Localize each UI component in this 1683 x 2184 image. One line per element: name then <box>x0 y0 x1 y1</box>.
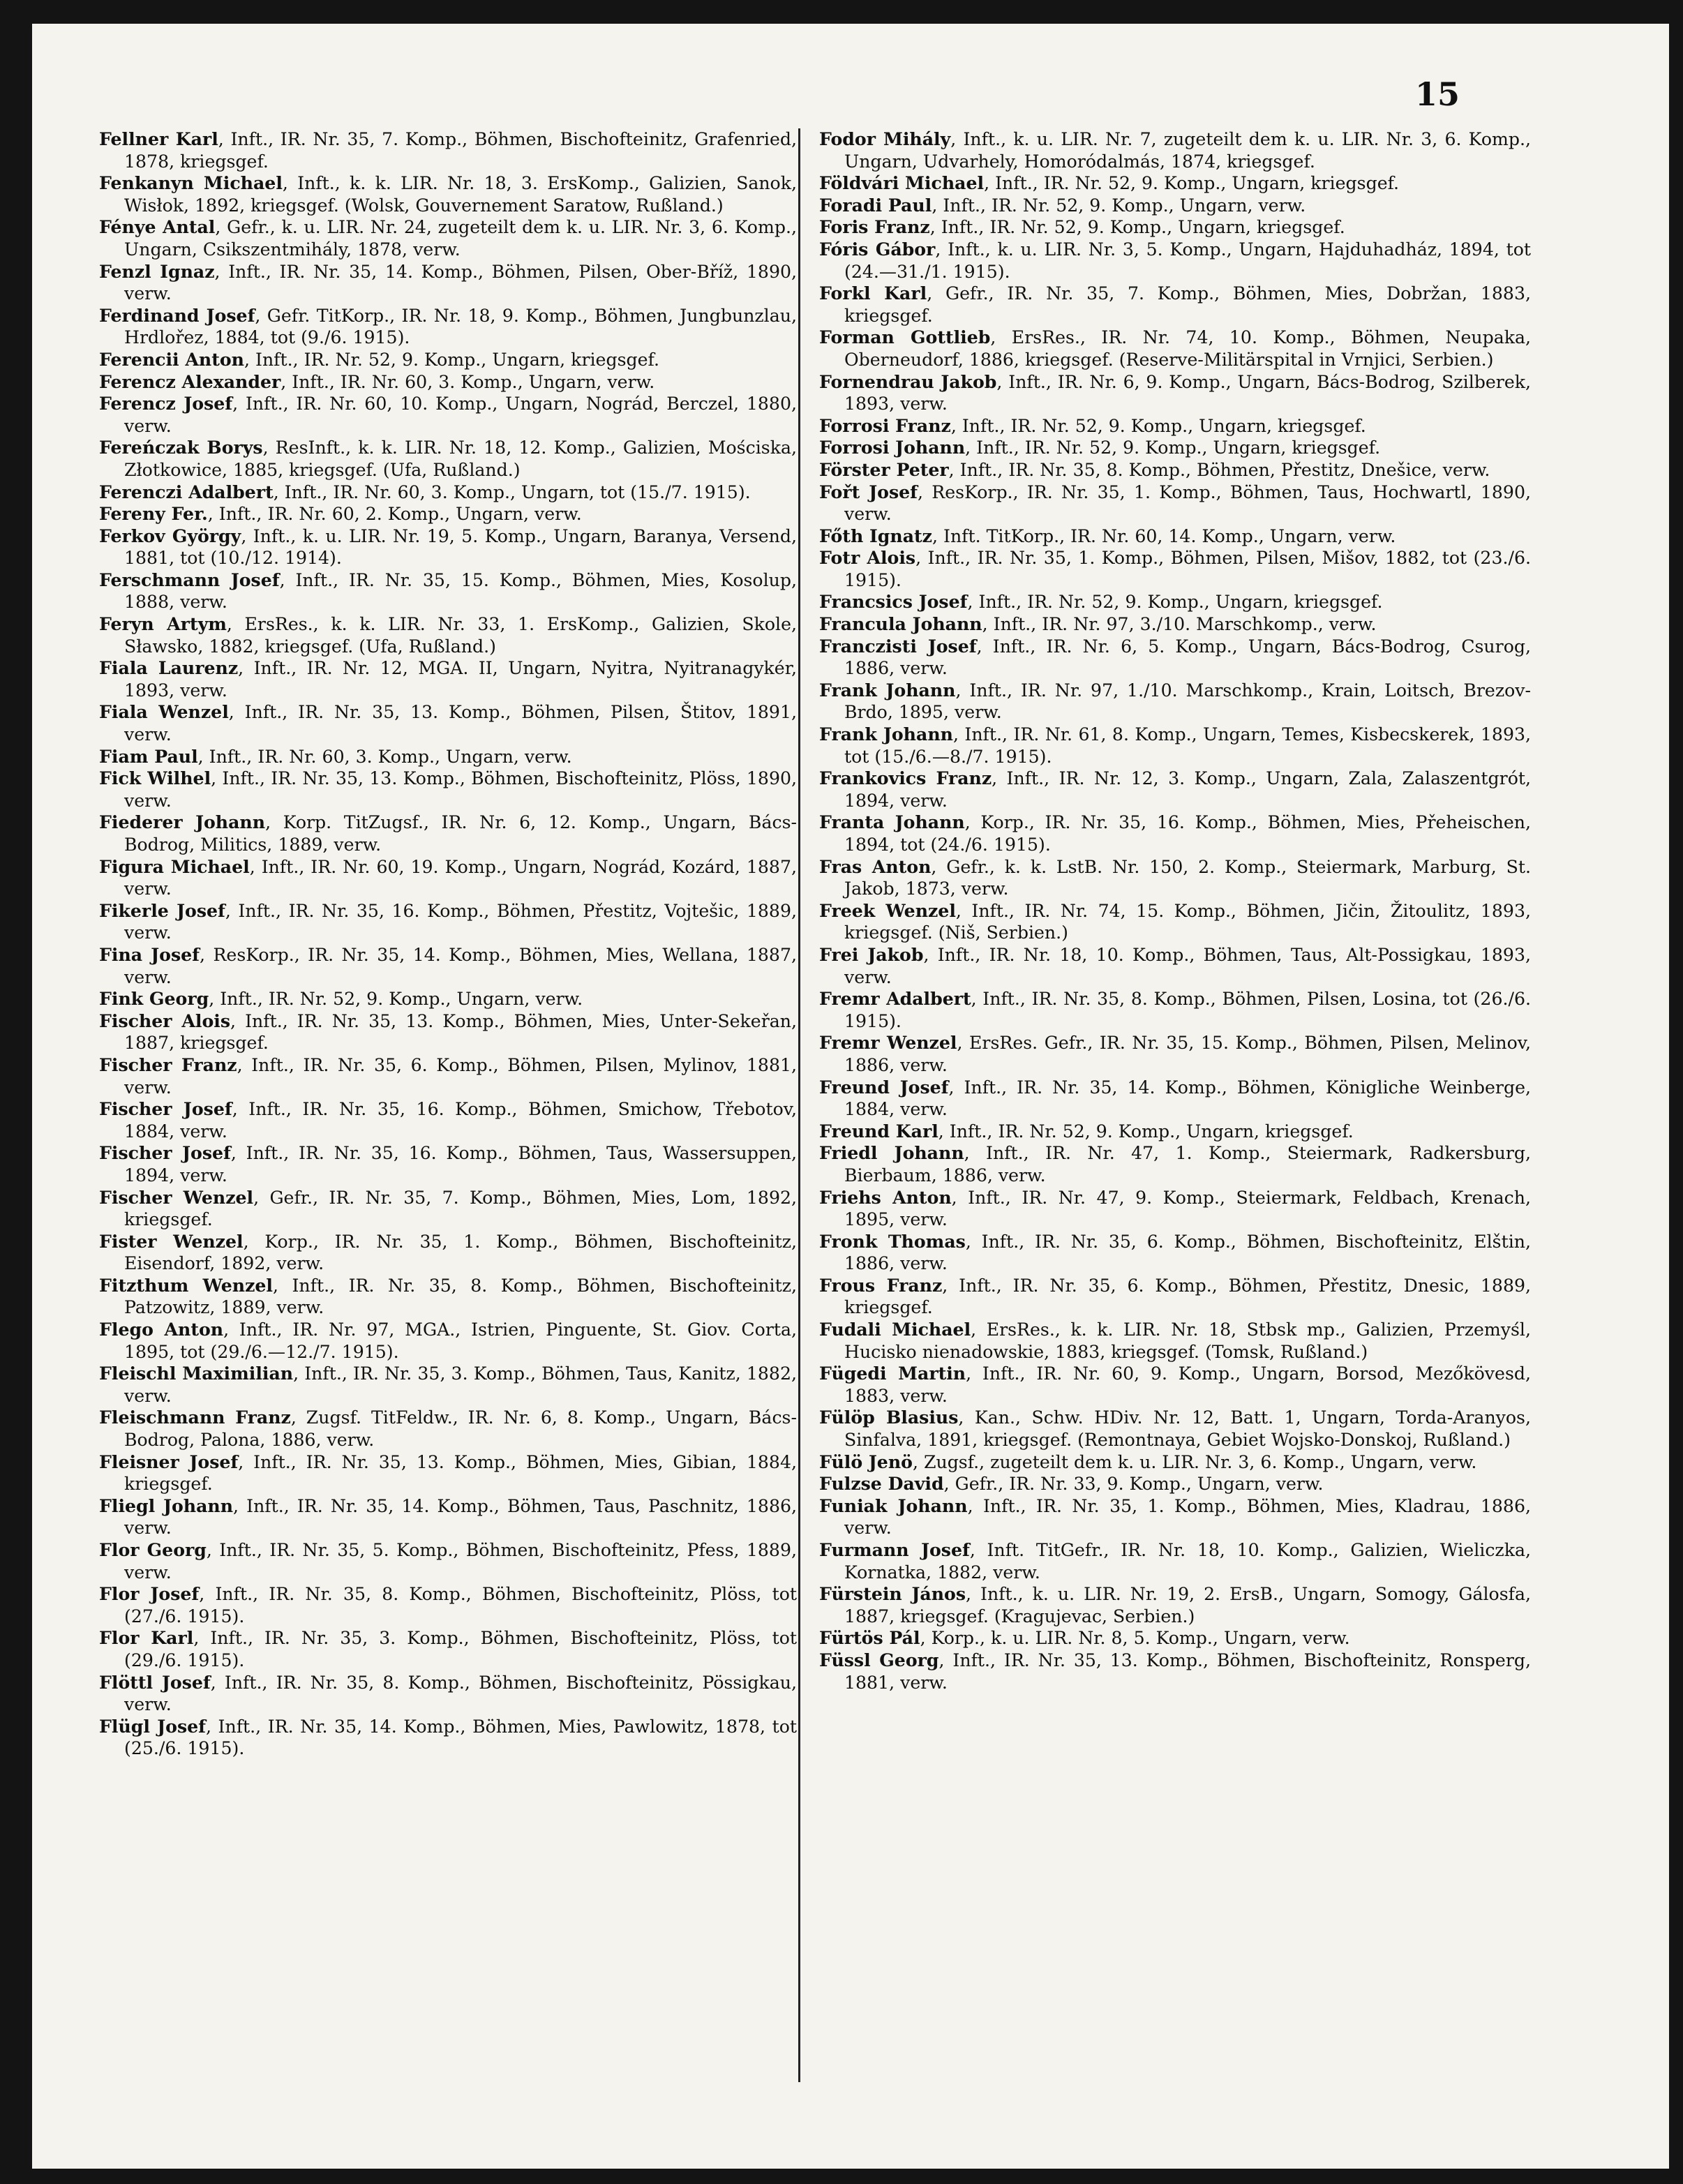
entry-name: Fořt Josef <box>819 481 918 502</box>
entry-name: Flor Karl <box>99 1627 194 1649</box>
register-entry <box>819 437 1531 459</box>
entry-name: Fischer Josef <box>99 1098 232 1120</box>
register-entry <box>819 1407 1531 1451</box>
entry-details: , Inft., IR. Nr. 52, 9. Komp., Ungarn, kriegsgef. <box>950 415 1366 436</box>
register-entry <box>99 1098 797 1142</box>
entry-name: Fras Anton <box>819 855 932 877</box>
register-entry <box>819 900 1531 944</box>
entry-details: , Inft., IR. Nr. 35, 14. Komp., Böhmen, Pilsen, Ober-Bříž, 1890, verw. <box>124 261 797 304</box>
entry-details: , Inft. TitKorp., IR. Nr. 60, 14. Komp., Ungarn, verw. <box>932 525 1396 546</box>
entry-name: Fischer Wenzel <box>99 1186 254 1208</box>
entry-name: Ferenczi Adalbert <box>99 481 274 502</box>
entry-details: , Zugsf. TitFeldw., IR. Nr. 6, 8. Komp., Ungarn, Bács-Bodrog, Palona, 1886, verw. <box>124 1407 797 1451</box>
register-entry <box>819 1142 1531 1186</box>
entry-details: , Inft., IR. Nr. 52, 9. Komp., Ungarn, kriegsgef. <box>967 592 1383 613</box>
entry-name: Furmann Josef <box>819 1539 970 1560</box>
entry-details: , Inft., IR. Nr. 35, 6. Komp., Böhmen, Bischofteinitz, Elštin, 1886, verw. <box>844 1231 1531 1274</box>
entry-details: , ResKorp., IR. Nr. 35, 1. Komp., Böhmen, Taus, Hochwartl, 1890, verw. <box>844 481 1531 525</box>
register-entry <box>819 525 1531 548</box>
entry-name: Fiam Paul <box>99 745 198 767</box>
register-entry <box>819 724 1531 768</box>
entry-name: Friehs Anton <box>819 1186 952 1208</box>
register-entry <box>99 1539 797 1583</box>
entry-name: Förster Peter <box>819 458 949 480</box>
register-entry <box>819 283 1531 327</box>
entry-name: Fremr Adalbert <box>819 988 971 1010</box>
entry-details: , Inft., IR. Nr. 35, 7. Komp., Böhmen, Bischofteinitz, Grafenried, 1878, kriegsgef. <box>124 129 797 172</box>
entry-name: Fellner Karl <box>99 128 218 149</box>
entry-name: Fenkanyn Michael <box>99 172 283 194</box>
entry-name: Foradi Paul <box>819 194 932 216</box>
left-column <box>99 128 797 1760</box>
register-entry <box>99 1319 797 1363</box>
entry-details: , Inft., IR. Nr. 6, 9. Komp., Ungarn, Bács-Bodrog, Szilberek, 1893, verw. <box>844 371 1531 414</box>
register-entry <box>819 613 1531 636</box>
register-entry <box>819 1495 1531 1539</box>
entry-name: Franczisti Josef <box>819 635 977 657</box>
entry-details: , Inft., IR. Nr. 18, 10. Komp., Böhmen, Taus, Alt-Possigkau, 1893, verw. <box>844 944 1531 987</box>
entry-details: , Inft., IR. Nr. 35, 16. Komp., Böhmen, Taus, Wassersuppen, 1894, verw. <box>124 1143 797 1186</box>
entry-name: Flego Anton <box>99 1319 224 1340</box>
entry-details: , Inft., IR. Nr. 35, 3. Komp., Böhmen, Taus, Kanitz, 1882, verw. <box>124 1363 797 1406</box>
entry-details: , Inft., IR. Nr. 35, 16. Komp., Böhmen, Smichow, Třebotov, 1884, verw. <box>124 1099 797 1142</box>
register-entry <box>99 1010 797 1054</box>
register-entry <box>99 768 797 811</box>
entry-name: Fleischl Maximilian <box>99 1363 294 1384</box>
entry-name: Fitzthum Wenzel <box>99 1274 273 1296</box>
entry-details: , Inft., IR. Nr. 52, 9. Komp., Ungarn, kriegsgef. <box>965 437 1381 458</box>
entry-name: Fischer Josef <box>99 1142 231 1164</box>
register-entry <box>99 1672 797 1716</box>
entry-name: Forkl Karl <box>819 283 927 304</box>
column-divider <box>798 128 800 2082</box>
entry-details: , Inft., IR. Nr. 6, 5. Komp., Ungarn, Bács-Bodrog, Csurog, 1886, verw. <box>844 636 1531 679</box>
entry-details: , Inft., IR. Nr. 60, 10. Komp., Ungarn, Nográd, Berczel, 1880, verw. <box>124 394 797 436</box>
entry-name: Főth Ignatz <box>819 525 932 546</box>
entry-name: Feryn Artym <box>99 613 227 635</box>
entry-name: Fotr Alois <box>819 547 916 569</box>
entry-name: Fornendrau Jakob <box>819 371 997 392</box>
register-entry <box>819 1275 1531 1319</box>
entry-name: Franta Johann <box>819 811 965 833</box>
entry-details: , Korp., IR. Nr. 35, 1. Komp., Böhmen, Bischofteinitz, Eisendorf, 1892, verw. <box>124 1231 797 1274</box>
register-entry <box>819 1363 1531 1407</box>
entry-name: Fliegl Johann <box>99 1495 234 1516</box>
register-entry <box>819 680 1531 724</box>
register-entry <box>819 1650 1531 1693</box>
entry-name: Fleischmann Franz <box>99 1407 291 1428</box>
entry-details: , Inft., k. u. LIR. Nr. 19, 5. Komp., Ungarn, Baranya, Versend, 1881, tot (10./12. 1914). <box>124 525 798 569</box>
register-entry <box>99 613 797 657</box>
entry-details: , Inft., IR. Nr. 60, 2. Komp., Ungarn, verw. <box>207 504 582 525</box>
register-entry <box>99 569 797 613</box>
entry-details: , Inft., IR. Nr. 60, 3. Komp., Ungarn, verw. <box>280 371 655 392</box>
entry-details: , Inft., IR. Nr. 35, 14. Komp., Böhmen, Königliche Weinberge, 1884, verw. <box>844 1077 1532 1120</box>
register-entry <box>819 371 1531 415</box>
entry-details: , Inft., IR. Nr. 35, 14. Komp., Böhmen, Taus, Paschnitz, 1886, verw. <box>124 1495 797 1539</box>
entry-details: , Inft., IR. Nr. 61, 8. Komp., Ungarn, Temes, Kisbecskerek, 1893, tot (15./6.—8./7. 1915). <box>844 724 1532 767</box>
entry-name: Fink Georg <box>99 988 209 1010</box>
entry-name: Fénye Antal <box>99 216 216 238</box>
register-entry <box>99 856 797 900</box>
register-entry <box>819 1583 1531 1627</box>
right-column <box>819 128 1531 1693</box>
register-entry <box>819 1032 1531 1076</box>
register-entry <box>99 371 797 394</box>
entry-details: , Inft., IR. Nr. 52, 9. Komp., Ungarn, kriegsgef. <box>244 349 659 370</box>
entry-name: Figura Michael <box>99 855 250 877</box>
entry-name: Frei Jakob <box>819 943 924 965</box>
register-entry <box>819 768 1531 811</box>
entry-name: Fülö Jenö <box>819 1451 913 1472</box>
entry-details: , Zugsf., zugeteilt dem k. u. LIR. Nr. 3, 6. Komp., Ungarn, verw. <box>912 1451 1477 1472</box>
entry-details: , Gefr. TitKorp., IR. Nr. 18, 9. Komp., Böhmen, Jungbunzlau, Hrdlořez, 1884, tot (9./6. 1915). <box>124 305 797 348</box>
entry-name: Fiala Laurenz <box>99 657 239 679</box>
entry-name: Fister Wenzel <box>99 1230 244 1252</box>
entry-details: , ResInft., k. k. LIR. Nr. 18, 12. Komp., Galizien, Mościska, Złotkowice, 1885, kriegsgef. (Ufa, Rußland.) <box>124 437 797 480</box>
register-entry <box>99 701 797 745</box>
entry-name: Fronk Thomas <box>819 1230 966 1252</box>
entry-name: Fischer Franz <box>99 1054 237 1075</box>
entry-name: Ferdinand Josef <box>99 304 255 326</box>
register-entry <box>99 1054 797 1098</box>
register-entry <box>99 437 797 481</box>
register-entry <box>819 1187 1531 1231</box>
register-entry <box>99 746 797 768</box>
entry-name: Freund Josef <box>819 1076 949 1098</box>
entry-details: , Inft., IR. Nr. 35, 6. Komp., Böhmen, Pilsen, Mylinov, 1881, verw. <box>124 1054 797 1098</box>
entry-details: , Inft., IR. Nr. 35, 8. Komp., Böhmen, Pilsen, Losina, tot (26./6. 1915). <box>844 989 1531 1031</box>
entry-details: , Inft., IR. Nr. 35, 13. Komp., Böhmen, Mies, Gibian, 1884, kriegsgef. <box>124 1451 797 1495</box>
entry-details: , Inft., IR. Nr. 47, 1. Komp., Steiermark, Radkersburg, Bierbaum, 1886, verw. <box>844 1143 1531 1186</box>
entry-name: Francula Johann <box>819 613 982 635</box>
register-entry <box>99 393 797 437</box>
entry-details: , Inft., IR. Nr. 35, 1. Komp., Böhmen, Pilsen, Mišov, 1882, tot (23./6. 1915). <box>844 548 1531 590</box>
entry-name: Ferencii Anton <box>99 348 244 370</box>
register-entry <box>99 349 797 371</box>
entry-name: Fleisner Josef <box>99 1451 239 1472</box>
entry-details: , Inft., IR. Nr. 35, 16. Komp., Böhmen, Přestitz, Vojtešic, 1889, verw. <box>124 900 797 943</box>
register-entry <box>99 261 797 305</box>
entry-details: , Inft., k. u. LIR. Nr. 7, zugeteilt dem k. u. LIR. Nr. 3, 6. Komp., Ungarn, Udvarhely, Homoródalmás, 1874, kriegsgef. <box>844 129 1532 172</box>
entry-details: , Gefr., IR. Nr. 33, 9. Komp., Ungarn, verw. <box>943 1474 1324 1495</box>
entry-details: , Gefr., IR. Nr. 35, 7. Komp., Böhmen, Mies, Lom, 1892, kriegsgef. <box>124 1187 798 1230</box>
register-entry <box>99 1716 797 1760</box>
entry-details: , Inft., IR. Nr. 12, MGA. II, Ungarn, Nyitra, Nyitranagykér, 1893, verw. <box>124 658 797 701</box>
entry-name: Fudali Michael <box>819 1319 971 1340</box>
entry-details: , Inft., IR. Nr. 35, 1. Komp., Böhmen, Mies, Kladrau, 1886, verw. <box>844 1495 1531 1539</box>
register-entry <box>819 988 1531 1032</box>
entry-details: , Inft., IR. Nr. 35, 3. Komp., Böhmen, Bischofteinitz, Plöss, tot (29./6. 1915). <box>124 1628 798 1670</box>
entry-details: , Inft., IR. Nr. 35, 14. Komp., Böhmen, Mies, Pawlowitz, 1878, tot (25./6. 1915). <box>124 1716 797 1759</box>
entry-details: , ResKorp., IR. Nr. 35, 14. Komp., Böhmen, Mies, Wellana, 1887, verw. <box>124 944 797 987</box>
entry-name: Fürtös Pál <box>819 1627 920 1649</box>
entry-details: , ErsRes. Gefr., IR. Nr. 35, 15. Komp., Böhmen, Pilsen, Melinov, 1886, verw. <box>844 1033 1531 1075</box>
entry-name: Forrosi Franz <box>819 414 951 436</box>
register-entry <box>819 415 1531 437</box>
entry-details: , Inft., IR. Nr. 52, 9. Komp., Ungarn, kriegsgef. <box>984 173 1400 194</box>
page-number: 15 <box>1414 75 1460 113</box>
register-entry <box>819 1451 1531 1474</box>
entry-name: Fulzse David <box>819 1473 944 1495</box>
register-entry <box>99 1142 797 1186</box>
register-entry <box>99 1451 797 1495</box>
register-entry <box>99 216 797 260</box>
register-entry <box>819 811 1531 855</box>
entry-details: , Inft. TitGefr., IR. Nr. 18, 10. Komp., Galizien, Wieliczka, Kornatka, 1882, verw. <box>844 1540 1531 1583</box>
register-entry <box>819 481 1531 525</box>
entry-name: Foris Franz <box>819 216 930 238</box>
entry-details: , Inft., IR. Nr. 35, 8. Komp., Böhmen, Přestitz, Dnešice, verw. <box>948 459 1490 480</box>
entry-name: Francsics Josef <box>819 591 968 613</box>
entry-details: , ErsRes., k. k. LIR. Nr. 33, 1. ErsKomp., Galizien, Skole, Sławsko, 1882, kriegsgef. (Ufa, Rußland.) <box>124 614 798 657</box>
entry-name: Freund Karl <box>819 1120 938 1142</box>
entry-details: , Inft., IR. Nr. 35, 13. Komp., Böhmen, Pilsen, Štitov, 1891, verw. <box>124 702 797 745</box>
register-entry <box>99 1495 797 1539</box>
register-entry <box>99 944 797 988</box>
entry-details: , ErsRes., k. k. LIR. Nr. 18, Stbsk mp., Galizien, Przemyśl, Hucisko nienadowskie, 1883, kriegsgef. (Tomsk, Rußland.) <box>844 1319 1531 1362</box>
register-entry <box>99 128 797 172</box>
entry-name: Funiak Johann <box>819 1495 968 1516</box>
entry-name: Fülöp Blasius <box>819 1407 959 1428</box>
entry-details: , Inft., IR. Nr. 60, 3. Komp., Ungarn, verw. <box>197 746 572 767</box>
register-entry <box>99 525 797 569</box>
entry-details: , Inft., IR. Nr. 35, 5. Komp., Böhmen, Bischofteinitz, Pfess, 1889, verw. <box>124 1540 797 1583</box>
register-entry <box>819 636 1531 680</box>
entry-name: Fürstein János <box>819 1583 966 1605</box>
register-entry <box>819 1231 1531 1275</box>
register-entry <box>99 811 797 855</box>
entry-name: Füssl Georg <box>819 1649 939 1670</box>
register-entry <box>99 503 797 525</box>
register-entry <box>819 944 1531 988</box>
entry-details: , Inft., IR. Nr. 97, 1./10. Marschkomp., Krain, Loitsch, Brezov-Brdo, 1895, verw. <box>844 680 1531 723</box>
entry-details: , Korp., k. u. LIR. Nr. 8, 5. Komp., Ungarn, verw. <box>920 1628 1350 1649</box>
entry-name: Fereny Fer. <box>99 503 208 525</box>
register-entry <box>99 1407 797 1451</box>
register-entry <box>819 459 1531 481</box>
register-entry <box>819 856 1531 900</box>
entry-name: Frank Johann <box>819 679 956 701</box>
entry-name: Ferencz Josef <box>99 393 233 414</box>
register-entry <box>99 1627 797 1671</box>
entry-name: Fina Josef <box>99 943 200 965</box>
entry-details: , Inft., IR. Nr. 12, 3. Komp., Ungarn, Zala, Zalaszentgrót, 1894, verw. <box>844 768 1531 811</box>
entry-name: Frous Franz <box>819 1274 943 1296</box>
entry-details: , Inft., IR. Nr. 97, MGA., Istrien, Pinguente, St. Giov. Corta, 1895, tot (29./6.—12./7. 1915). <box>124 1319 798 1362</box>
entry-name: Friedl Johann <box>819 1142 964 1164</box>
register-entry <box>819 1627 1531 1650</box>
entry-details: , Inft., IR. Nr. 35, 8. Komp., Böhmen, Bischofteinitz, Pössigkau, verw. <box>124 1672 797 1715</box>
entry-details: , Inft., IR. Nr. 60, 3. Komp., Ungarn, tot (15./7. 1915). <box>273 481 751 502</box>
entry-details: , Gefr., k. u. LIR. Nr. 24, zugeteilt dem k. u. LIR. Nr. 3, 6. Komp., Ungarn, Csikszentmihály, 1878, verw. <box>124 217 797 260</box>
entry-details: , Inft., IR. Nr. 52, 9. Komp., Ungarn, kriegsgef. <box>929 217 1345 238</box>
entry-details: , Gefr., IR. Nr. 35, 7. Komp., Böhmen, Mies, Dobržan, 1883, kriegsgef. <box>844 283 1531 326</box>
register-entry <box>99 1275 797 1319</box>
register-entry <box>819 128 1531 172</box>
entry-name: Frankovics Franz <box>819 768 992 789</box>
register-entry <box>819 1077 1531 1121</box>
entry-details: , Inft., IR. Nr. 52, 9. Komp., Ungarn, kriegsgef. <box>938 1121 1354 1142</box>
entry-name: Fikerle Josef <box>99 899 225 921</box>
entry-details: , Inft., IR. Nr. 35, 13. Komp., Böhmen, Mies, Unter-Sekeřan, 1887, kriegsgef. <box>124 1010 797 1054</box>
entry-details: , Kan., Schw. HDiv. Nr. 12, Batt. 1, Ungarn, Torda-Aranyos, Sinfalva, 1891, kriegsgef. (Remontnaya, Gebiet Wojsko-Donskoj, Rußland.) <box>844 1407 1531 1451</box>
register-entry <box>819 1539 1531 1583</box>
entry-name: Földvári Michael <box>819 172 985 194</box>
register-entry <box>99 305 797 349</box>
entry-details: , Inft., IR. Nr. 35, 15. Komp., Böhmen, Mies, Kosolup, 1888, verw. <box>124 569 797 613</box>
register-entry <box>99 900 797 944</box>
entry-details: , Inft., IR. Nr. 74, 15. Komp., Böhmen, Jičin, Žitoulitz, 1893, kriegsgef. (Niš, Serbien.) <box>844 900 1531 943</box>
entry-name: Fóris Gábor <box>819 238 936 260</box>
entry-details: , Inft., k. u. LIR. Nr. 3, 5. Komp., Ungarn, Hajduhadház, 1894, tot (24.—31./1. 1915). <box>844 239 1531 282</box>
register-entry <box>819 239 1531 283</box>
entry-name: Ferschmann Josef <box>99 569 280 590</box>
entry-name: Fügedi Martin <box>819 1363 966 1384</box>
entry-name: Flöttl Josef <box>99 1671 211 1693</box>
entry-details: , Inft., IR. Nr. 35, 8. Komp., Böhmen, Bischofteinitz, Patzowitz, 1889, verw. <box>124 1275 797 1318</box>
entry-details: , Inft., IR. Nr. 35, 13. Komp., Böhmen, Bischofteinitz, Plöss, 1890, verw. <box>124 768 797 811</box>
register-entry <box>819 327 1531 371</box>
entry-details: , ErsRes., IR. Nr. 74, 10. Komp., Böhmen, Neupaka, Oberneudorf, 1886, kriegsgef. (Reserve-Militärspital in Vrnjici, Serbien.) <box>844 327 1531 370</box>
entry-name: Fischer Alois <box>99 1010 231 1031</box>
register-entry <box>819 1473 1531 1495</box>
entry-details: , Inft., IR. Nr. 47, 9. Komp., Steiermark, Feldbach, Krenach, 1895, verw. <box>844 1187 1531 1230</box>
entry-details: , Inft., IR. Nr. 97, 3./10. Marschkomp., verw. <box>982 614 1377 635</box>
entry-name: Fremr Wenzel <box>819 1032 957 1054</box>
entry-details: , Korp., IR. Nr. 35, 16. Komp., Böhmen, Mies, Přeheischen, 1894, tot (24./6. 1915). <box>844 812 1531 855</box>
entry-name: Flor Josef <box>99 1583 200 1605</box>
entry-details: , Inft., IR. Nr. 60, 19. Komp., Ungarn, Nográd, Kozárd, 1887, verw. <box>124 856 797 899</box>
register-entry <box>99 481 797 504</box>
entry-name: Forman Gottlieb <box>819 327 991 348</box>
register-entry <box>99 1583 797 1627</box>
entry-name: Fodor Mihály <box>819 128 951 149</box>
register-entry <box>99 1363 797 1407</box>
entry-name: Frank Johann <box>819 724 953 745</box>
entry-details: , Inft., k. k. LIR. Nr. 18, 3. ErsKomp., Galizien, Sanok, Wisłok, 1892, kriegsgef. (Wolsk, Gouvernement Saratow, Rußland.) <box>124 173 797 216</box>
entry-name: Ferkov György <box>99 525 241 546</box>
entry-name: Fereńczak Borys <box>99 437 263 458</box>
entry-details: , Inft., IR. Nr. 35, 8. Komp., Böhmen, Bischofteinitz, Plöss, tot (27./6. 1915). <box>124 1584 797 1626</box>
entry-details: , Inft., IR. Nr. 35, 13. Komp., Böhmen, Bischofteinitz, Ronsperg, 1881, verw. <box>844 1650 1532 1693</box>
entry-name: Flügl Josef <box>99 1715 207 1737</box>
register-entry <box>819 195 1531 217</box>
entry-details: , Inft., IR. Nr. 52, 9. Komp., Ungarn, verw. <box>932 195 1306 216</box>
entry-name: Ferencz Alexander <box>99 371 281 392</box>
entry-name: Fiala Wenzel <box>99 701 229 723</box>
entry-details: , Gefr., k. k. LstB. Nr. 150, 2. Komp., Steiermark, Marburg, St. Jakob, 1873, verw. <box>844 856 1531 899</box>
entry-name: Freek Wenzel <box>819 899 956 921</box>
entry-name: Fenzl Ignaz <box>99 260 215 282</box>
entry-details: , Inft., k. u. LIR. Nr. 19, 2. ErsB., Ungarn, Somogy, Gálosfa, 1887, kriegsgef. (Kragujevac, Serbien.) <box>844 1584 1531 1626</box>
entry-details: , Inft., IR. Nr. 52, 9. Komp., Ungarn, verw. <box>209 989 583 1010</box>
entry-details: , Korp. TitZugsf., IR. Nr. 6, 12. Komp., Ungarn, Bács-Bodrog, Militics, 1889, verw. <box>124 812 798 855</box>
register-entry <box>819 591 1531 613</box>
entry-name: Flor Georg <box>99 1539 207 1560</box>
entry-name: Fiederer Johann <box>99 811 266 833</box>
register-entry <box>99 988 797 1010</box>
register-entry <box>99 657 797 701</box>
register-entry <box>819 547 1531 591</box>
entry-details: , Inft., IR. Nr. 60, 9. Komp., Ungarn, Borsod, Mezőkövesd, 1883, verw. <box>844 1363 1531 1406</box>
register-entry <box>819 1319 1531 1363</box>
register-entry <box>819 216 1531 239</box>
register-entry <box>819 1121 1531 1143</box>
register-entry <box>99 1187 797 1231</box>
entry-name: Fick Wilhel <box>99 768 211 789</box>
register-entry <box>99 172 797 216</box>
entry-name: Forrosi Johann <box>819 437 966 458</box>
entry-details: , Inft., IR. Nr. 35, 6. Komp., Böhmen, Přestitz, Dnesic, 1889, kriegsgef. <box>844 1275 1531 1318</box>
register-entry <box>99 1231 797 1275</box>
register-entry <box>819 172 1531 195</box>
